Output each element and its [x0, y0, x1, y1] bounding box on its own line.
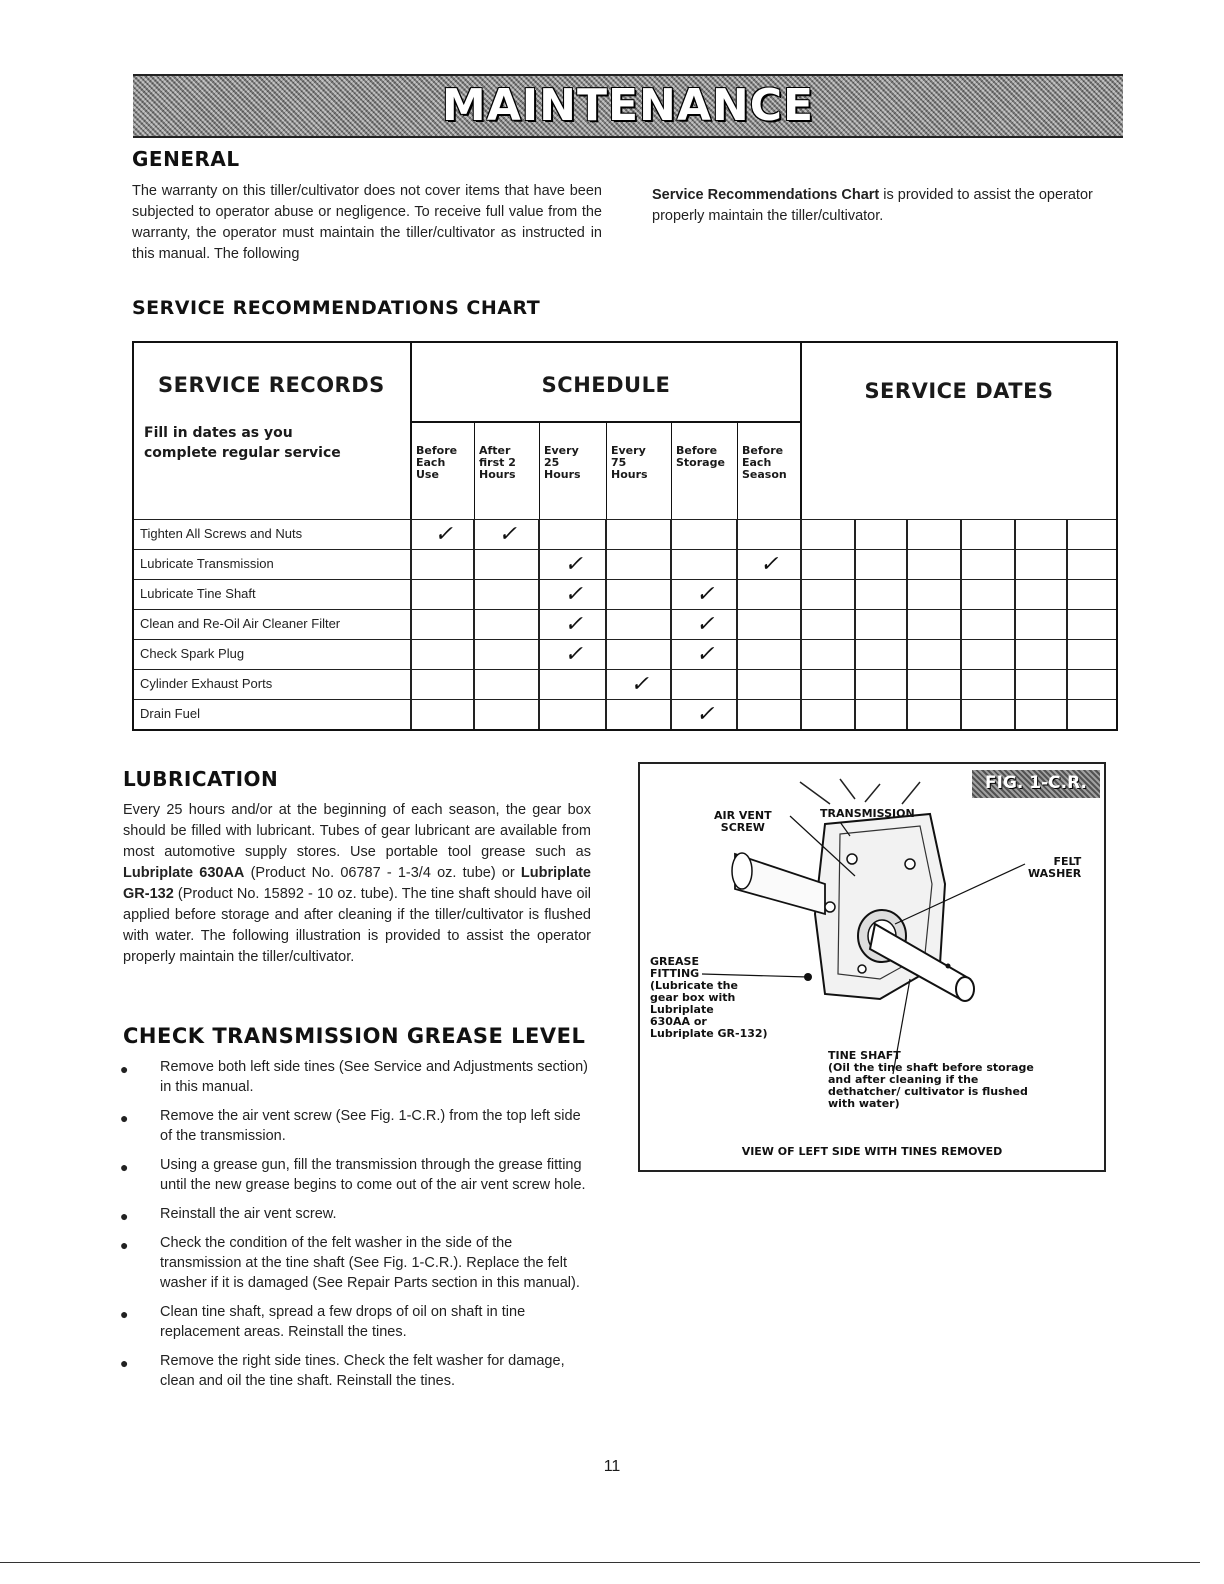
- check-grease-heading: CHECK TRANSMISSION GREASE LEVEL: [123, 1024, 586, 1048]
- figure-caption: VIEW OF LEFT SIDE WITH TINES REMOVED: [741, 1145, 1003, 1158]
- transmission-figure: [638, 762, 1106, 1172]
- page-bottom-rule: [0, 1562, 1200, 1563]
- chart-heading: SERVICE RECOMMENDATIONS CHART: [132, 297, 541, 319]
- grid-line: [960, 519, 962, 729]
- chart-reference: Service Recommendations Chart: [652, 187, 880, 203]
- service-records-header: [134, 343, 412, 519]
- page-number: 11: [603, 1458, 621, 1475]
- lubrication-text: (Product No. 06787 - 1-3/4 oz. tube) or: [244, 865, 521, 881]
- service-dates-title: SERVICE DATES: [864, 379, 1054, 403]
- check-mark: ✓: [498, 522, 517, 547]
- column-before-storage: Before Storage: [672, 423, 738, 521]
- table-row: [134, 519, 1116, 549]
- row-label: Tighten All Screws and Nuts: [140, 526, 303, 541]
- column-before-each-season: Before Each Season: [742, 444, 787, 481]
- grid-line: [605, 519, 607, 729]
- grid-line: [1066, 519, 1068, 729]
- list-item: [118, 1106, 593, 1146]
- check-mark: ✓: [696, 642, 715, 667]
- row-label: Drain Fuel: [140, 706, 200, 721]
- grid-line: [670, 519, 672, 729]
- table-row: [134, 579, 1116, 609]
- row-label: Lubricate Tine Shaft: [140, 586, 256, 601]
- grease-steps-list: [118, 1057, 593, 1400]
- general-paragraph-left: The warranty on this tiller/cultivator does not cover items that have been subjected to operator abuse or negligence. To receive full value from the warranty, the operator must maintain the tiller/cultivator as instructed in this manual. The following: [132, 183, 602, 262]
- row-label: Clean and Re-Oil Air Cleaner Filter: [140, 616, 341, 631]
- lubricant-name: Lubriplate GR-132: [123, 865, 591, 902]
- list-item-text: Remove the right side tines. Check the felt washer for damage, clean and oil the tine shaft. Reinstall the tines.: [160, 1353, 565, 1389]
- check-mark: ✓: [434, 522, 453, 547]
- list-item-text: Reinstall the air vent screw.: [160, 1206, 337, 1222]
- table-row: [134, 609, 1116, 639]
- grid-line: [854, 519, 856, 729]
- air-vent-screw-label: AIR VENT SCREW: [714, 809, 772, 834]
- schedule-title: SCHEDULE: [541, 373, 671, 397]
- row-label: Cylinder Exhaust Ports: [140, 676, 273, 691]
- general-heading: GENERAL: [132, 147, 240, 171]
- table-row: [134, 549, 1116, 579]
- lubrication-heading: LUBRICATION: [123, 767, 279, 791]
- list-item-text: Check the condition of the felt washer in the side of the transmission at the tine shaft (See Fig. 1-C.R.). Replace the felt washer if it is damaged (See Repair Parts section in this manual).: [160, 1235, 580, 1291]
- bullet-icon: ●: [120, 1306, 129, 1322]
- grid-line: [906, 519, 908, 729]
- bullet-icon: ●: [120, 1208, 129, 1224]
- list-item-text: Remove both left side tines (See Service and Adjustments section) in this manual.: [160, 1059, 588, 1095]
- bullet-icon: ●: [120, 1355, 129, 1371]
- grid-line: [736, 519, 738, 729]
- figure-badge-text: FIG. 1-C.R.: [985, 773, 1087, 793]
- schedule-columns: [412, 421, 800, 521]
- check-mark: ✓: [564, 642, 583, 667]
- lubrication-text: Every 25 hours and/or at the beginning of each season, the gear box should be filled with lubricant. Tubes of gear lubricant are available from most automotive supply stores. Use portable tool grease such as: [123, 802, 591, 860]
- table-row: [134, 639, 1116, 669]
- transmission-label: TRANSMISSION: [820, 807, 915, 820]
- service-records-title: SERVICE RECORDS: [158, 373, 385, 397]
- grid-line: [410, 519, 412, 729]
- maintenance-banner: [133, 74, 1123, 138]
- bullet-icon: ●: [120, 1159, 129, 1175]
- row-label: Check Spark Plug: [140, 646, 245, 661]
- bullet-icon: ●: [120, 1110, 129, 1126]
- felt-washer-label: FELT WASHER: [1028, 855, 1082, 880]
- check-mark: ✓: [760, 552, 779, 577]
- list-item: [118, 1351, 593, 1391]
- check-mark: ✓: [564, 582, 583, 607]
- list-item: [118, 1155, 593, 1195]
- list-item: [118, 1057, 593, 1097]
- check-mark: ✓: [564, 612, 583, 637]
- general-paragraph-right-text: is provided to assist the operator properly maintain the tiller/cultivator.: [652, 187, 1093, 224]
- general-paragraph-right: [652, 185, 1120, 227]
- service-dates-header: [802, 343, 1116, 519]
- bullet-icon: ●: [120, 1061, 129, 1077]
- list-item: [118, 1233, 593, 1293]
- grid-line: [800, 519, 802, 729]
- fill-in-note: [144, 423, 341, 463]
- table-row: [134, 669, 1116, 699]
- list-item: [118, 1302, 593, 1342]
- table-row: [134, 699, 1116, 729]
- list-item-text: Clean tine shaft, spread a few drops of oil on shaft in tine replacement areas. Reinstall the tines.: [160, 1304, 526, 1340]
- list-item-text: Using a grease gun, fill the transmission through the grease fitting until the new grease begins to come out of the air vent screw hole.: [160, 1157, 586, 1193]
- lubrication-paragraph: [123, 800, 591, 968]
- list-item-text: Remove the air vent screw (See Fig. 1-C.R.) from the top left side of the transmission.: [160, 1108, 581, 1144]
- check-mark: ✓: [696, 582, 715, 607]
- column-every-25-hours: Every 25 Hours: [540, 423, 607, 521]
- check-mark: ✓: [564, 552, 583, 577]
- row-label: Lubricate Transmission: [140, 556, 274, 571]
- lubricant-name: Lubriplate 630AA: [123, 865, 245, 881]
- lubrication-text: (Product No. 15892 - 10 oz. tube). The tine shaft should have oil applied before storage and after cleaning if the tiller/cultivator is flushed with water. The following illustration is provided to assist the operator properly maintain the tiller/cultivator.: [123, 886, 591, 965]
- check-mark: ✓: [696, 702, 715, 727]
- column-every-75-hours: Every 75 Hours: [607, 423, 672, 521]
- column-before-each-use: Before Each Use: [412, 423, 475, 521]
- check-mark: ✓: [696, 612, 715, 637]
- grid-line: [473, 519, 475, 729]
- banner-title: MAINTENANCE: [441, 80, 815, 131]
- tine-shaft-label: TINE SHAFT (Oil the tine shaft before storage and after cleaning if the dethatcher/ cultivator is flushed with water): [828, 1049, 1034, 1110]
- check-mark: ✓: [630, 672, 649, 697]
- grease-fitting-label: GREASE FITTING (Lubricate the gear box with Lubriplate 630AA or Lubriplate GR-132): [650, 955, 768, 1040]
- fill-in-line: complete regular service: [144, 445, 341, 461]
- column-after-first-2-hours: After first 2 Hours: [475, 423, 540, 521]
- list-item: [118, 1204, 593, 1224]
- schedule-header: [412, 343, 802, 519]
- grid-line: [1014, 519, 1016, 729]
- grid-line: [538, 519, 540, 729]
- service-recommendations-chart: [132, 341, 1118, 731]
- bullet-icon: ●: [120, 1237, 129, 1253]
- fill-in-line: Fill in dates as you: [144, 425, 293, 441]
